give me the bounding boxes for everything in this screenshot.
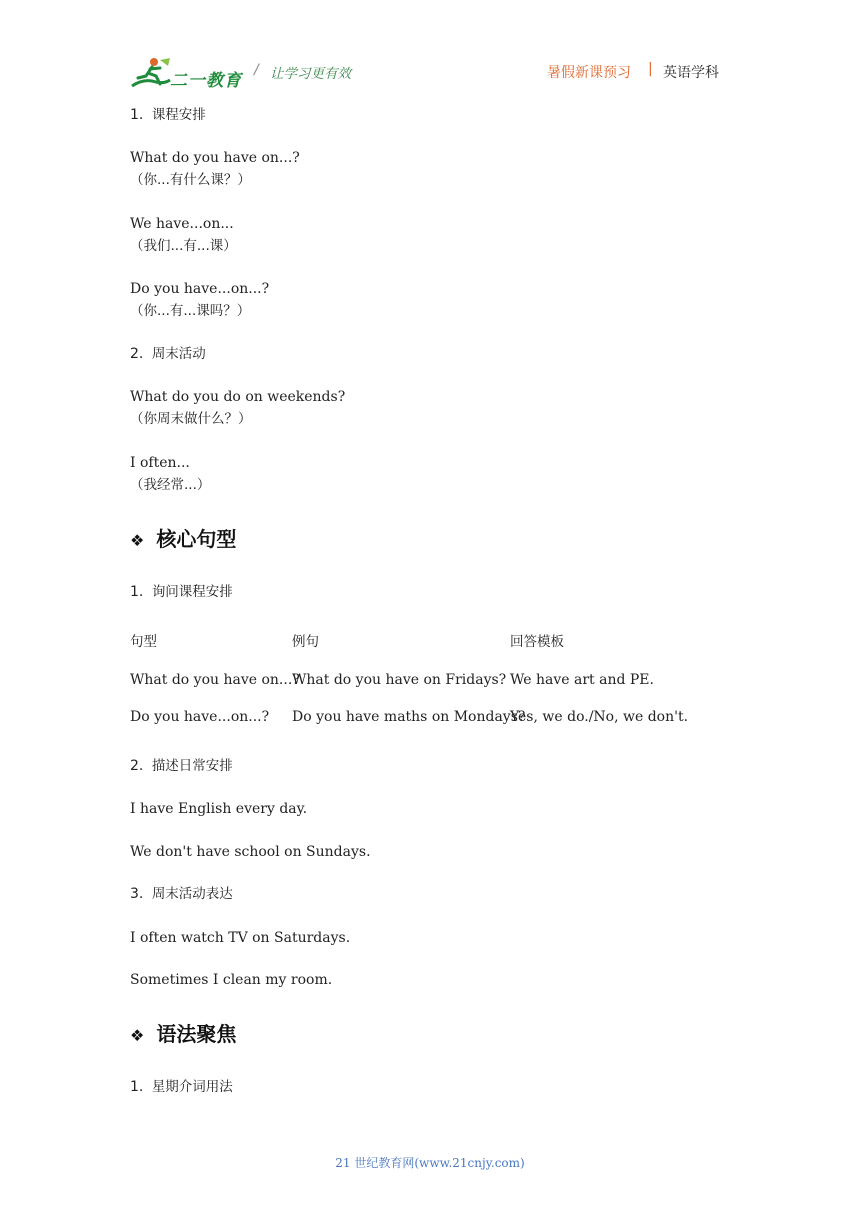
example-sentence: We don't have school on Sundays. — [130, 844, 371, 860]
subheading-title: 星期介词用法 — [151, 1079, 233, 1095]
phrase-zh: （我们...有...课） — [130, 238, 237, 254]
table-header-pattern: 句型 — [130, 634, 157, 650]
subheading-number: 2. — [130, 346, 144, 362]
subheading-number: 1. — [130, 107, 144, 123]
table-header-answer: 回答模板 — [510, 634, 564, 650]
logo-text: 二一教育 — [170, 71, 242, 91]
subheading-weekday-prepositions — [130, 1078, 233, 1096]
table-cell: What do you have on Fridays? — [292, 672, 507, 688]
page-footer[interactable]: 21 世纪教育网(www.21cnjy.com) — [335, 1156, 525, 1170]
phrase-en: What do you do on weekends? — [130, 389, 346, 405]
diamond-bullet-icon: ❖ — [130, 1026, 145, 1045]
phrase-zh: （你...有...课吗？） — [130, 303, 251, 319]
table-cell: What do you have on...? — [130, 672, 300, 688]
section-heading — [130, 1021, 236, 1049]
subheading-number: 3. — [130, 886, 144, 902]
subheading-number: 1. — [130, 1079, 144, 1095]
example-sentence: I have English every day. — [130, 801, 308, 817]
subheading-number: 1. — [130, 584, 144, 600]
phrase-en: What do you have on...? — [130, 150, 300, 166]
phrase-en: I often... — [130, 455, 190, 471]
subheading-ask-schedule — [130, 583, 233, 601]
example-sentence: Sometimes I clean my room. — [130, 972, 333, 988]
subheading-title: 描述日常安排 — [151, 758, 233, 774]
subheading-daily-schedule — [130, 757, 233, 775]
subheading-course-schedule — [130, 106, 206, 124]
subheading-title: 周末活动表达 — [151, 886, 233, 902]
table-cell: We have art and PE. — [510, 672, 654, 688]
table-cell: Yes, we do./No, we don't. — [510, 709, 689, 725]
example-sentence: I often watch TV on Saturdays. — [130, 930, 351, 946]
phrase-zh: （你周末做什么？） — [130, 411, 252, 427]
section-heading-text: 核心句型 — [156, 527, 237, 551]
phrase-en: We have...on... — [130, 216, 234, 232]
table-header-example: 例句 — [292, 634, 319, 650]
table-cell: Do you have...on...? — [130, 709, 270, 725]
section-heading-text: 语法聚焦 — [156, 1022, 237, 1046]
phrase-en: Do you have...on...? — [130, 281, 270, 297]
runner-logo-icon — [130, 56, 172, 90]
subheading-title: 课程安排 — [151, 107, 206, 123]
section-heading — [130, 526, 236, 554]
header-separator: | — [648, 61, 653, 77]
table-cell: Do you have maths on Mondays? — [292, 709, 526, 725]
diamond-bullet-icon: ❖ — [130, 531, 145, 550]
phrase-zh: （我经常...） — [130, 477, 211, 493]
phrase-zh: （你...有什么课？） — [130, 172, 251, 188]
slogan: 让学习更有效 — [270, 66, 351, 82]
subheading-number: 2. — [130, 758, 144, 774]
subheading-title: 询问课程安排 — [151, 584, 233, 600]
subheading-title: 周末活动 — [151, 346, 206, 362]
subheading-weekend-expressions — [130, 885, 233, 903]
header-course-title: 暑假新课预习 — [547, 65, 631, 81]
slogan-slash: / — [254, 62, 259, 78]
header-subject: 英语学科 — [663, 65, 719, 81]
subheading-weekend-activities — [130, 345, 206, 363]
